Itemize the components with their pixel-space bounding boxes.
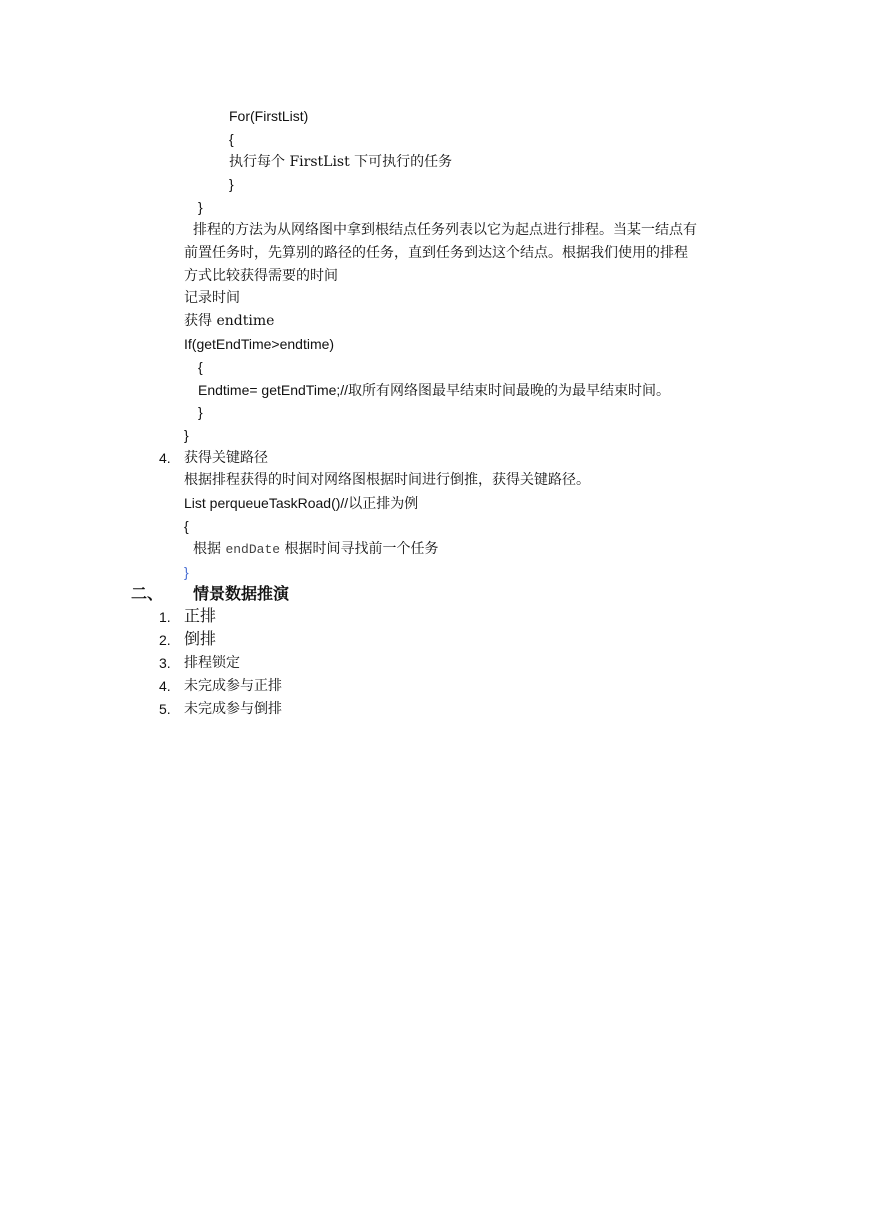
section-2-item-2-number: 2.: [159, 632, 171, 648]
if-open-brace: {: [198, 359, 203, 375]
record-time-line: 记录时间: [184, 290, 240, 306]
get-endtime-line: 获得 endtime: [184, 313, 275, 329]
code-for-line: For(FirstList): [229, 108, 309, 124]
section-2-title: 情景数据推演: [193, 584, 290, 603]
section-2-item-4-label: 未完成参与正排: [184, 678, 282, 694]
list-close-brace: }: [184, 564, 189, 580]
code-close-brace: }: [229, 176, 234, 192]
list-body-code: endDate: [225, 542, 281, 557]
list-function-line: List perqueueTaskRoad()//以正排为例: [184, 495, 419, 511]
paragraph-line-2: 前置任务时，先算别的路径的任务，直到任务到达这个结点。根据我们使用的排程: [184, 245, 688, 261]
item-4-title: 获得关键路径: [184, 450, 268, 466]
if-close-brace: }: [198, 404, 203, 420]
paragraph-line-3: 方式比较获得需要的时间: [184, 268, 338, 284]
if-line: If(getEndTime>endtime): [184, 336, 335, 352]
list-open-brace: {: [184, 518, 189, 534]
code-body-line: 执行每个 FirstList 下可执行的任务: [229, 154, 453, 170]
section-2-item-5-number: 5.: [159, 701, 171, 717]
code-open-brace: {: [229, 131, 234, 147]
item-4-description: 根据排程获得的时间对网络图根据时间进行倒推，获得关键路径。: [184, 472, 590, 488]
list-body-prefix: 根据: [193, 541, 221, 557]
section-2-item-3-label: 排程锁定: [184, 655, 240, 671]
item-4-number: 4.: [159, 450, 171, 466]
section-2-item-3-number: 3.: [159, 655, 171, 671]
section-2-item-5-label: 未完成参与倒排: [184, 701, 282, 717]
assign-line: Endtime= getEndTime;//取所有网络图最早结束时间最晚的为最早结束时间。: [198, 382, 671, 398]
list-body-suffix: 根据时间寻找前一个任务: [284, 541, 439, 557]
section-2-item-4-number: 4.: [159, 678, 171, 694]
section-2-item-1-label: 正排: [184, 606, 217, 625]
code-outer-close-brace: }: [198, 199, 203, 215]
section-2-item-1-number: 1.: [159, 609, 171, 625]
section-2-item-2-label: 倒排: [184, 629, 217, 648]
section-2-number: 二、: [131, 584, 164, 603]
outer-close-brace: }: [184, 427, 189, 443]
list-body-line: [193, 539, 439, 560]
paragraph-line-1: 排程的方法为从网络图中拿到根结点任务列表以它为起点进行排程。当某一结点有: [193, 222, 697, 238]
